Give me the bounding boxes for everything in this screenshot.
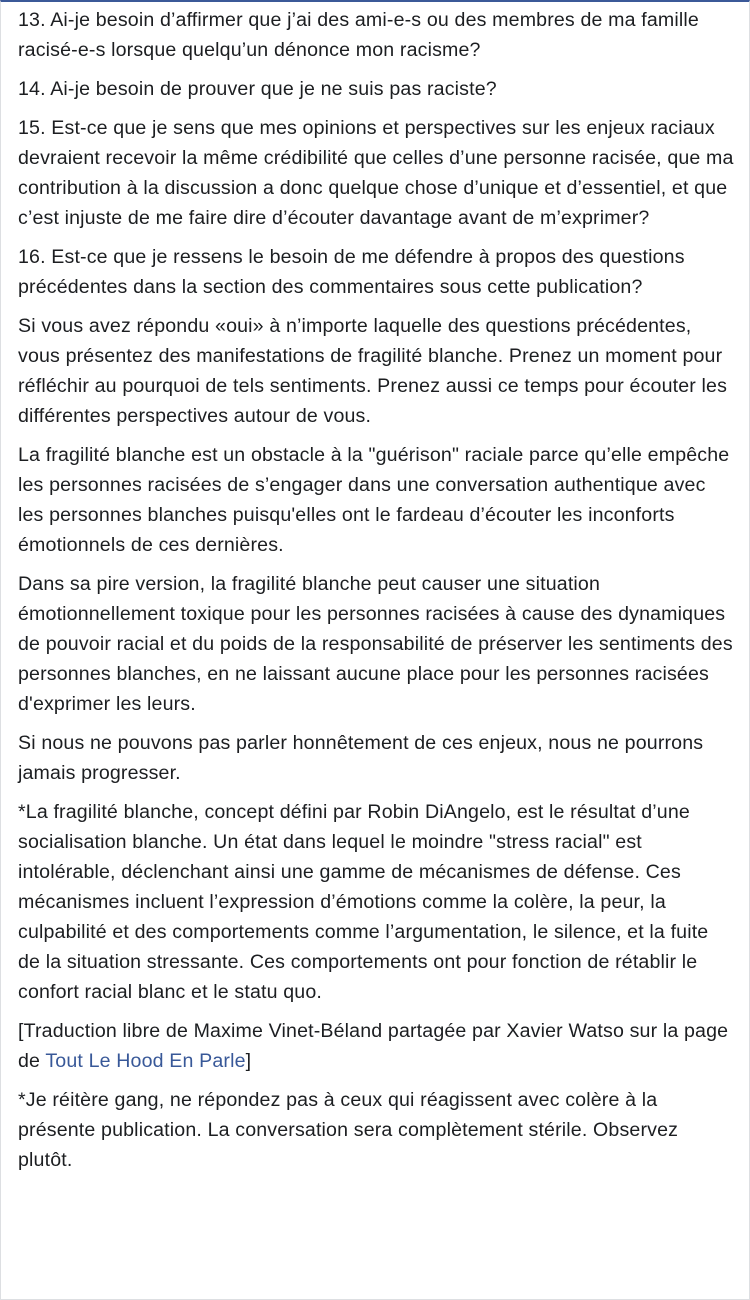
post-paragraph-question-14: 14. Ai-je besoin de prouver que je ne suis pas raciste? bbox=[18, 78, 497, 100]
post-paragraph-definition: *La fragilité blanche, concept défini par Robin DiAngelo, est le résultat d’une socialisation blanche. Un état dans lequel le moindre "stress racial" est intolérable, déclenchant ainsi une gamme de mécanismes de défense. Ces mécanismes incluent l’expression d’émotions comme la colère, la peur, la culpabilité et des comportements comme l’argumentation, le silence, et la fuite de la situation stressante. Ces comportements ont pour fonction de rétablir le confort racial blanc et le statu quo. bbox=[18, 801, 709, 1003]
post-paragraph-question-16: 16. Est-ce que je ressens le besoin de me défendre à propos des questions précédentes dans la section des commentaires sous cette publication? bbox=[18, 246, 685, 298]
post-paragraph-conclusion: Si vous avez répondu «oui» à n’importe laquelle des questions précédentes, vous présentez des manifestations de fragilité blanche. Prenez un moment pour réfléchir au pourquoi de tels sentiments. Prenez aussi ce temps pour écouter les différentes perspectives autour de vous. bbox=[18, 315, 728, 427]
post-paragraph-question-15: 15. Est-ce que je sens que mes opinions et perspectives sur les enjeux raciaux devraient recevoir la même crédibilité que celles d’une personne racisée, que ma contribution à la discussion a donc quelque chose d’unique et d’essentiel, et que c’est injuste de me faire dire d’écouter davantage avant de m’exprimer? bbox=[18, 117, 734, 229]
credit-suffix: ] bbox=[245, 1050, 252, 1072]
post-paragraph-closing: *Je réitère gang, ne répondez pas à ceux qui réagissent avec colère à la présente publication. La conversation sera complètement stérile. Observez plutôt. bbox=[18, 1089, 679, 1171]
credit-prefix: [Traduction libre de Maxime Vinet-Béland partagée par Xavier Watso sur la page de bbox=[18, 1020, 729, 1072]
post-paragraph-worst-version: Dans sa pire version, la fragilité blanche peut causer une situation émotionnellement toxique pour les personnes racisées à cause des dynamiques de pouvoir racial et du poids de la responsabilité de préserver les sentiments des personnes blanches, en ne laissant aucune place pour les personnes racisées d'exprimer les leurs. bbox=[18, 573, 733, 715]
post-paragraph-credit bbox=[18, 1016, 735, 1076]
post-paragraph-obstacle: La fragilité blanche est un obstacle à la "guérison" raciale parce qu’elle empêche les personnes racisées de s’engager dans une conversation authentique avec les personnes blanches puisqu'elles ont le fardeau d’écouter les inconforts émotionnels de ces dernières. bbox=[18, 444, 730, 556]
post-paragraph-honesty: Si nous ne pouvons pas parler honnêtement de ces enjeux, nous ne pourrons jamais progresser. bbox=[18, 732, 704, 784]
page-link-tout-le-hood-en-parle[interactable]: Tout Le Hood En Parle bbox=[45, 1050, 246, 1072]
post-paragraph-question-13: 13. Ai-je besoin d’affirmer que j’ai des ami-e-s ou des membres de ma famille racisé-e-s lorsque quelqu’un dénonce mon racisme? bbox=[18, 9, 699, 61]
